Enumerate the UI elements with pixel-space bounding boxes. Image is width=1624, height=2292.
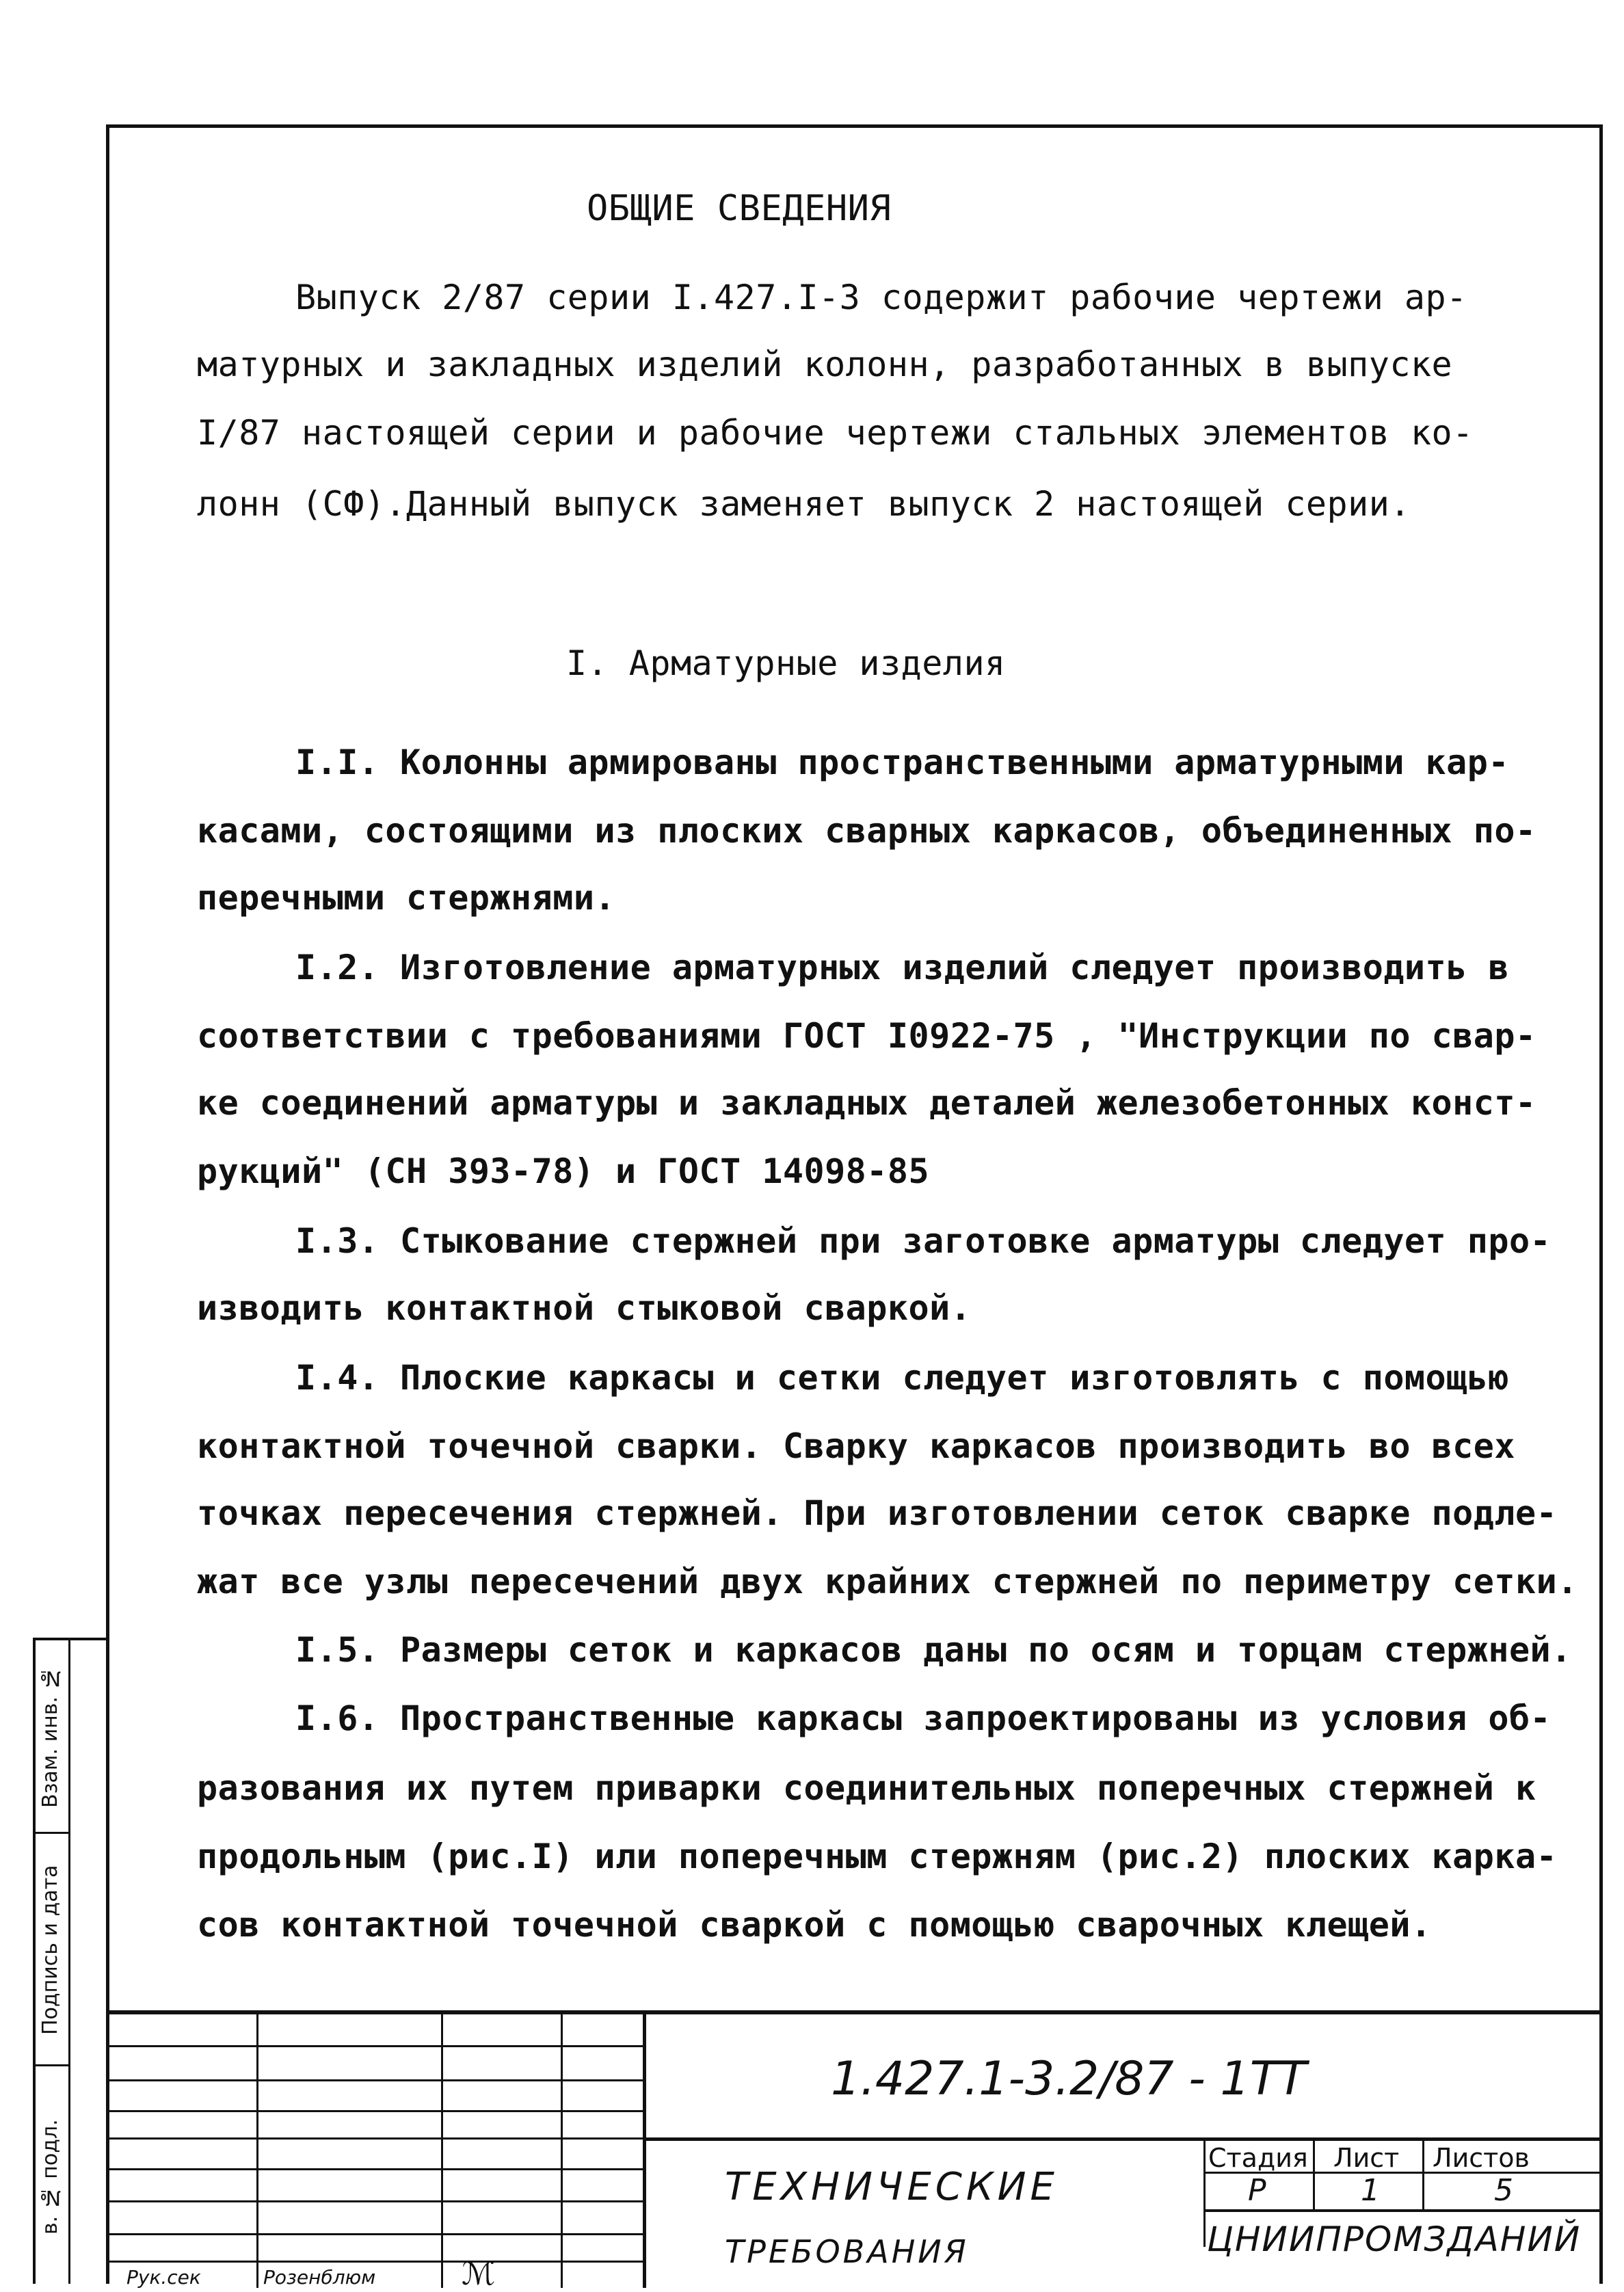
paragraph-line: контактной точечной сварки. Сварку каркасов производить во всех bbox=[197, 1426, 1515, 1466]
sheets-label: Листов bbox=[1433, 2143, 1530, 2173]
intro-line-1: Выпуск 2/87 серии I.427.I-3 содержит рабочие чертежи ар- bbox=[295, 278, 1467, 317]
page-heading: ОБЩИЕ СВЕДЕНИЯ bbox=[587, 188, 892, 229]
side-stamp bbox=[33, 1638, 106, 2284]
paragraph-line: касами, состоящими из плоских сварных каркасов, объединенных по- bbox=[197, 811, 1536, 851]
role-label: Рук.сек bbox=[127, 2266, 201, 2289]
paragraph-line: I.2. Изготовление арматурных изделий следует производить в bbox=[295, 948, 1509, 987]
paragraph-line: жат все узлы пересечений двух крайних стержней по периметру сетки. bbox=[197, 1562, 1578, 1601]
doc-name-line-2: ТРЕБОВАНИЯ bbox=[725, 2233, 969, 2270]
intro-line-2: матурных и закладных изделий колонн, разработанных в выпуске bbox=[197, 345, 1453, 384]
paragraph-line: изводить контактной стыковой сваркой. bbox=[197, 1288, 972, 1328]
paragraph-line: точках пересечения стержней. При изготовлении сеток сварке подле- bbox=[197, 1493, 1558, 1533]
paragraph-line: ке соединений арматуры и закладных деталей железобетонных конст- bbox=[197, 1083, 1536, 1123]
doc-name-line-1: ТЕХНИЧЕСКИЕ bbox=[725, 2165, 1059, 2209]
designation: 1.427.1-3.2/87 - 1ТТ bbox=[831, 2052, 1307, 2106]
stage-label: Стадия bbox=[1208, 2143, 1308, 2173]
paragraph-line: I.4. Плоские каркасы и сетки следует изготовлять с помощью bbox=[295, 1358, 1509, 1398]
sheet-label: Лист bbox=[1333, 2143, 1400, 2173]
paragraph-line: I.3. Стыкование стержней при заготовке арматуры следует про- bbox=[295, 1221, 1552, 1261]
paragraph-line: I.I. Колонны армированы пространственными арматурными кар- bbox=[295, 743, 1509, 782]
stage-value: Р bbox=[1248, 2173, 1266, 2208]
paragraph-line: сов контактной точечной сваркой с помощью сварочных клещей. bbox=[197, 1905, 1432, 1945]
paragraph-line: I.5. Размеры сеток и каркасов даны по осям и торцам стержней. bbox=[295, 1630, 1572, 1670]
person-name: Розенблюм bbox=[263, 2266, 376, 2289]
paragraph-line: разования их путем приварки соединительных поперечных стержней к bbox=[197, 1768, 1536, 1808]
side-podl-label: в. № подл. bbox=[38, 2119, 62, 2235]
paragraph-line: соответствии с требованиями ГОСТ I0922-75 , "Инструкции по свар- bbox=[197, 1016, 1536, 1056]
intro-line-4: лонн (СФ).Данный выпуск заменяет выпуск 2 настоящей серии. bbox=[197, 484, 1411, 524]
paragraph-line: продольным (рис.I) или поперечным стержням (рис.2) плоских карка- bbox=[197, 1837, 1558, 1876]
side-inv-label: Взам. инв. № bbox=[38, 1666, 62, 1808]
sheet-value: 1 bbox=[1361, 2173, 1380, 2208]
side-sign-label: Подпись и дата bbox=[38, 1865, 62, 2035]
organization: ЦНИИПРОМЗДАНИЙ bbox=[1207, 2220, 1582, 2259]
sheets-value: 5 bbox=[1494, 2173, 1513, 2208]
intro-line-3: I/87 настоящей серии и рабочие чертежи стальных элементов ко- bbox=[197, 413, 1474, 453]
paragraph-line: перечными стержнями. bbox=[197, 878, 616, 918]
signature: ℳ bbox=[462, 2255, 496, 2292]
section-title: I. Арматурные изделия bbox=[566, 643, 1006, 683]
paragraph-line: рукций" (СН 393-78) и ГОСТ 14098-85 bbox=[197, 1151, 930, 1191]
title-block bbox=[106, 2010, 1603, 2292]
paragraph-line: I.6. Пространственные каркасы запроектированы из условия об- bbox=[295, 1698, 1552, 1738]
